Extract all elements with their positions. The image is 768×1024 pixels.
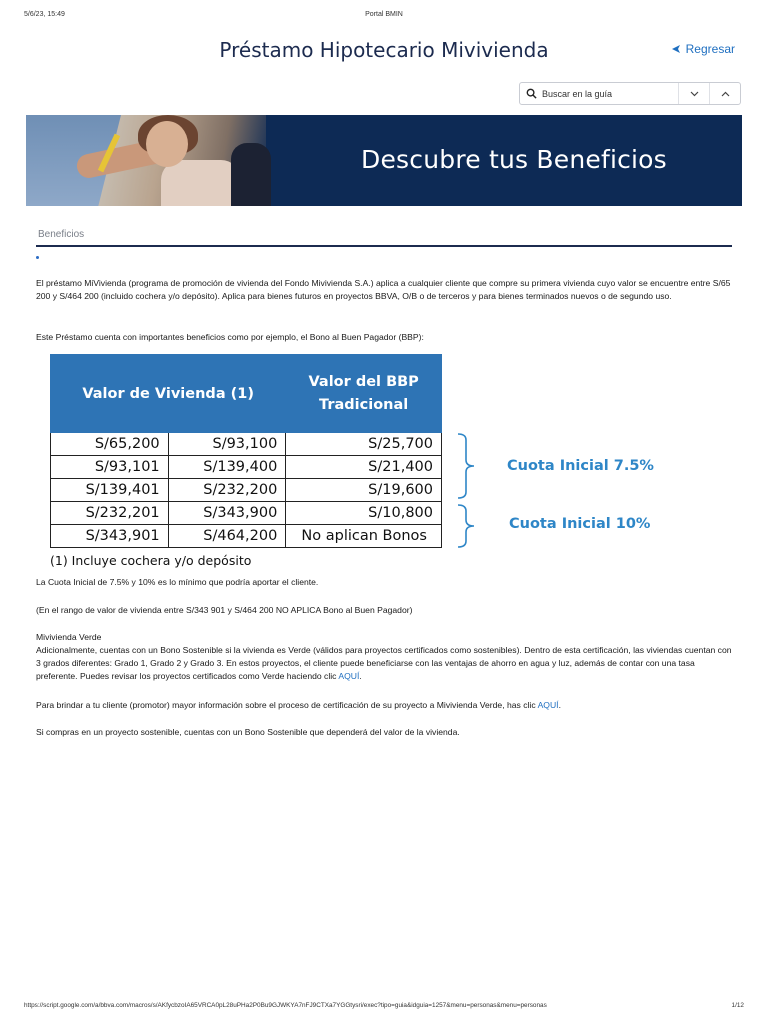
- table-row: S/343,901 S/464,200 No aplican Bonos: [51, 525, 442, 548]
- chevron-up-icon: [721, 91, 730, 97]
- table-row: S/93,101 S/139,400 S/21,400: [51, 456, 442, 479]
- cuota-label-10: Cuota Inicial 10%: [509, 516, 651, 532]
- back-button[interactable]: [671, 42, 735, 56]
- table-footnote: (1) Incluye cochera y/o depósito: [50, 553, 252, 568]
- promotor-text: Para brindar a tu cliente (promotor) mayor información sobre el proceso de certificación de su proyecto a Mivivienda Verde, has clic: [36, 700, 536, 710]
- section-tabbar: [36, 229, 732, 247]
- print-timestamp: 5/6/23, 15:49: [24, 11, 65, 18]
- page-title: Préstamo Hipotecario Mivivienda: [219, 38, 549, 62]
- print-header: [24, 11, 744, 23]
- table-header-valor: Valor de Vivienda (1): [51, 355, 286, 433]
- brace-icon: [456, 432, 478, 500]
- verde-section: Mivivienda Verde Adicionalmente, cuentas con un Bono Sostenible si la vivienda es Verde (válidos para proyectos certificados como sostenibles). Dentro de esta certificación, las viviendas cuentan con 3 grados diferentes: Grado 1, Grado 2 y Grado 3. En estos proyectos, el cliente puede beneficiarse con las ventajas de ahorro en agua y luz, además de contar con una tasa preferente. Puedes revisar los proyectos certificados como Verde haciendo clic AQUÍ.: [36, 631, 734, 683]
- cuota-label-75: Cuota Inicial 7.5%: [507, 458, 654, 474]
- table-row: S/65,200 S/93,100 S/25,700: [51, 433, 442, 456]
- banner-headline: Descubre tus Beneficios: [361, 145, 667, 174]
- verde-title: Mivivienda Verde: [36, 632, 102, 642]
- search-box: [519, 82, 741, 105]
- search-icon: [520, 88, 542, 99]
- search-input[interactable]: [542, 89, 678, 99]
- promotor-link[interactable]: AQUÍ: [537, 700, 559, 710]
- tab-beneficios[interactable]: Beneficios: [38, 229, 85, 240]
- bbp-table: [50, 354, 442, 548]
- footer-url[interactable]: https://script.google.com/a/bbva.com/macros/s/AKfycbzoIA65VRCA0pL28uPHa2P0Bu9GJWKYA7nFJ9CTXa7YGGtysri/exec?tipo=guia&idguia=1257&menu=personas&menu=personas: [24, 1002, 547, 1009]
- verde-text: Adicionalmente, cuentas con un Bono Sostenible si la vivienda es Verde (válidos para proyectos certificados como sostenibles). Dentro de esta certificación, las viviendas cuentan con 3 grados diferentes: Grado 1, Grado 2 y Grado 3. En estos proyectos, el cliente puede beneficiarse con las ventajas de ahorro en agua y luz, además de contar con una tasa preferente. Puedes revisar los proyectos certificados como Verde haciendo clic: [36, 645, 732, 681]
- range-note: (En el rango de valor de vivienda entre S/343 901 y S/464 200 NO APLICA Bono al Buen Pagador): [36, 605, 413, 615]
- promotor-paragraph: Para brindar a tu cliente (promotor) mayor información sobre el proceso de certificación de su proyecto a Mivivienda Verde, has clic AQUÍ.: [36, 700, 561, 710]
- print-footer: [24, 1002, 744, 1012]
- bbp-intro: Este Préstamo cuenta con importantes beneficios como por ejemplo, el Bono al Buen Pagador (BBP):: [36, 332, 424, 342]
- chevron-down-icon: [690, 91, 699, 97]
- table-row: S/232,201 S/343,900 S/10,800: [51, 502, 442, 525]
- cuota-note: La Cuota Inicial de 7.5% y 10% es lo mínimo que podría aportar el cliente.: [36, 577, 319, 587]
- send-back-icon: [671, 44, 681, 54]
- bullet-dot: [36, 256, 39, 259]
- verde-link[interactable]: AQUÍ: [338, 671, 360, 681]
- sostenible-paragraph: Si compras en un proyecto sostenible, cuentas con un Bono Sostenible que dependerá del valor de la vivienda.: [36, 727, 460, 737]
- print-page-title: Portal BMIN: [365, 11, 403, 18]
- table-header-bbp: Valor del BBP Tradicional: [286, 355, 442, 433]
- search-prev-button[interactable]: [709, 83, 740, 104]
- banner-photo: [26, 115, 266, 206]
- brace-icon: [456, 503, 478, 549]
- search-next-button[interactable]: [678, 83, 709, 104]
- hero-banner: [26, 115, 742, 206]
- page-number: 1/12: [731, 1002, 744, 1009]
- table-row: S/139,401 S/232,200 S/19,600: [51, 479, 442, 502]
- back-label: Regresar: [685, 42, 735, 56]
- intro-paragraph: El préstamo MiVivienda (programa de promoción de vivienda del Fondo Mivivienda S.A.) aplica a cualquier cliente que compre su primera vivienda cuyo valor se encuentre entre S/65 200 y S/464 200 (incluido cochera y/o depósito). Aplica para bienes futuros en proyectos BBVA, O/B o de terceros y para bienes terminados nuevos o de segundo uso.: [36, 278, 731, 301]
